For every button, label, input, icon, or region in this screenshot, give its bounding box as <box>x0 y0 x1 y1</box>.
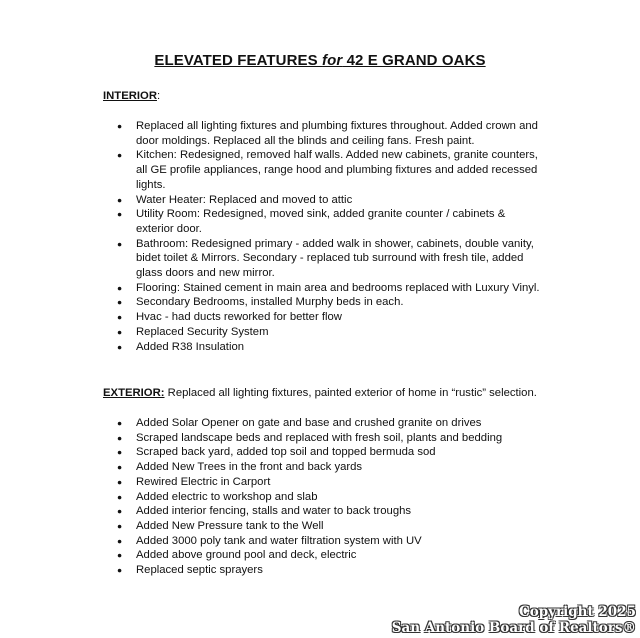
watermark-line-1: Copyright 2025 <box>518 604 636 620</box>
list-item: ● Added 3000 poly tank and water filtration system with UV <box>117 534 542 549</box>
list-item: ● Utility Room: Redesigned, moved sink, added granite counter / cabinets & exterior door. <box>117 207 542 236</box>
list-item: ● Added Solar Opener on gate and base and crushed granite on drives <box>117 416 542 431</box>
list-item: ● Added New Pressure tank to the Well <box>117 519 542 534</box>
list-item: ● Added interior fencing, stalls and water to back troughs <box>117 504 542 519</box>
copyright-watermark <box>392 604 636 636</box>
list-item: ● Scraped landscape beds and replaced with fresh soil, plants and bedding <box>117 431 542 446</box>
list-item: ● Replaced Security System <box>117 325 542 340</box>
exterior-list <box>117 416 542 578</box>
exterior-heading-text: Replaced all lighting fixtures, painted exterior of home in “rustic” selection. <box>164 387 537 399</box>
interior-heading-label: INTERIOR <box>103 90 157 102</box>
list-item: ● Flooring: Stained cement in main area and bedrooms replaced with Luxury Vinyl. <box>117 281 542 296</box>
interior-list <box>117 119 542 354</box>
list-item: ● Secondary Bedrooms, installed Murphy beds in each. <box>117 295 542 310</box>
title-part-1: ELEVATED FEATURES <box>154 52 323 69</box>
list-item: ● Bathroom: Redesigned primary - added walk in shower, cabinets, double vanity, bidet toilet & Mirrors. Secondary - replaced tub surround with fresh tile, added glass doors and new mirror. <box>117 237 542 281</box>
list-item: ● Added R38 Insulation <box>117 340 542 355</box>
list-item: ● Added New Trees in the front and back yards <box>117 460 542 475</box>
exterior-heading <box>103 387 537 399</box>
list-item: ● Water Heater: Replaced and moved to attic <box>117 193 542 208</box>
title-part-2: for <box>322 52 343 69</box>
page-title <box>0 52 640 69</box>
exterior-heading-label: EXTERIOR: <box>103 387 165 399</box>
interior-heading-suffix: : <box>156 90 161 102</box>
list-item: ● Rewired Electric in Carport <box>117 475 542 490</box>
list-item: ● Added above ground pool and deck, electric <box>117 548 542 563</box>
list-item: ● Hvac - had ducts reworked for better flow <box>117 310 542 325</box>
list-item: ● Kitchen: Redesigned, removed half walls. Added new cabinets, granite counters, all GE profile appliances, range hood and plumbing fixtures and added recessed lights. <box>117 148 542 192</box>
interior-heading <box>103 90 160 102</box>
list-item: ● Added electric to workshop and slab <box>117 490 542 505</box>
list-item: ● Replaced all lighting fixtures and plumbing fixtures throughout. Added crown and door moldings. Replaced all the blinds and ceiling fans. Fresh paint. <box>117 119 542 148</box>
title-part-3: 42 E GRAND OAKS <box>342 52 486 69</box>
list-item: ● Replaced septic sprayers <box>117 563 542 578</box>
list-item: ● Scraped back yard, added top soil and topped bermuda sod <box>117 445 542 460</box>
watermark-line-2: San Antonio Board of Realtors® <box>391 620 636 636</box>
